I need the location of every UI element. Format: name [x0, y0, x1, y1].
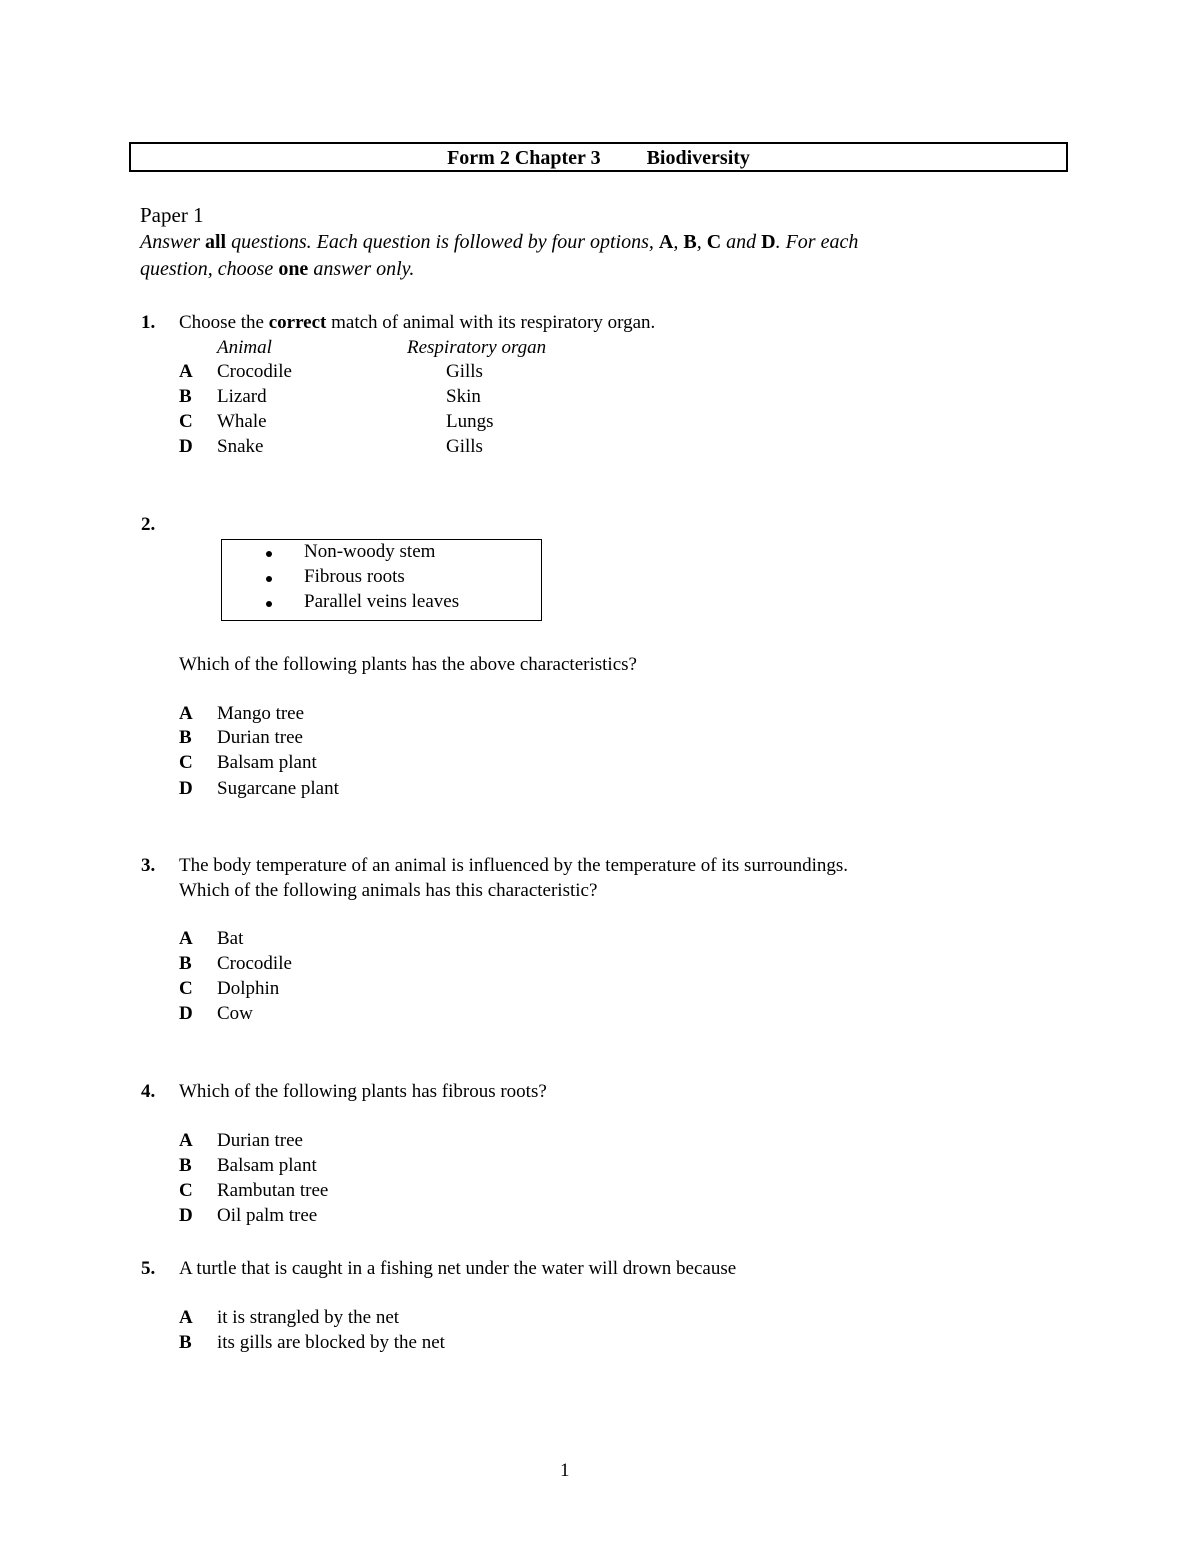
option-organ: Lungs [446, 411, 494, 432]
option-letter: C [179, 978, 193, 999]
option-animal: Lizard [217, 386, 267, 407]
title-box [129, 142, 1068, 172]
question-number: 1. [141, 312, 156, 333]
paper-label: Paper 1 [140, 203, 204, 227]
page-number: 1 [560, 1460, 570, 1481]
instructions-line-2: question, choose one answer only. [140, 258, 415, 280]
title-chapter: Form 2 Chapter 3 [447, 147, 601, 169]
option-letter: B [179, 1155, 192, 1176]
option-letter: B [179, 953, 192, 974]
option-text: Cow [217, 1003, 253, 1024]
question-number: 2. [141, 514, 156, 535]
option-text: Durian tree [217, 1130, 303, 1151]
option-animal: Whale [217, 411, 267, 432]
column-header-organ: Respiratory organ [407, 337, 547, 358]
question-number: 3. [141, 855, 156, 876]
option-text: Crocodile [217, 953, 292, 974]
question-text: A turtle that is caught in a fishing net under the water will drown because [179, 1258, 737, 1279]
bullet-icon [266, 576, 272, 582]
option-letter: B [179, 727, 192, 748]
option-letter: A [179, 1307, 193, 1328]
option-text: Balsam plant [217, 752, 317, 773]
column-header-animal: Animal [217, 337, 272, 358]
question-text: Which of the following plants has fibrous roots? [179, 1081, 547, 1102]
question-text: Which of the following plants has the above characteristics? [179, 654, 637, 675]
question-number: 4. [141, 1081, 156, 1102]
bullet-icon [266, 601, 272, 607]
option-text: its gills are blocked by the net [217, 1332, 445, 1353]
option-letter: A [179, 928, 193, 949]
option-organ: Gills [446, 436, 483, 457]
option-letter: D [179, 778, 193, 799]
question-number: 5. [141, 1258, 156, 1279]
option-letter: B [179, 386, 192, 407]
title-topic: Biodiversity [646, 147, 750, 169]
option-letter: D [179, 1205, 193, 1226]
option-text: Dolphin [217, 978, 280, 999]
option-animal: Crocodile [217, 361, 292, 382]
instructions-line-1: Answer all questions. Each question is followed by four options, A, B, C and D. For each [140, 231, 859, 253]
option-letter: C [179, 752, 193, 773]
option-letter: D [179, 436, 193, 457]
question-text: The body temperature of an animal is influenced by the temperature of its surroundings. [179, 855, 849, 876]
option-letter: C [179, 1180, 193, 1201]
option-text: Bat [217, 928, 244, 949]
option-letter: A [179, 361, 193, 382]
characteristics-box: Non-woody stem Fibrous roots Parallel veins leaves [221, 539, 542, 621]
option-letter: B [179, 1332, 192, 1353]
option-letter: C [179, 411, 193, 432]
option-text: Mango tree [217, 703, 305, 724]
option-text: Durian tree [217, 727, 303, 748]
bullet-icon [266, 551, 272, 557]
option-organ: Skin [446, 386, 481, 407]
option-text: Oil palm tree [217, 1205, 318, 1226]
option-text: Balsam plant [217, 1155, 317, 1176]
page-title [131, 147, 1066, 170]
option-letter: D [179, 1003, 193, 1024]
option-text: Rambutan tree [217, 1180, 329, 1201]
option-text: it is strangled by the net [217, 1307, 400, 1328]
option-organ: Gills [446, 361, 483, 382]
option-text: Sugarcane plant [217, 778, 339, 799]
question-text: Which of the following animals has this characteristic? [179, 880, 598, 901]
question-text: Choose the correct match of animal with its respiratory organ. [179, 312, 656, 333]
option-animal: Snake [217, 436, 264, 457]
option-letter: A [179, 703, 193, 724]
option-letter: A [179, 1130, 193, 1151]
